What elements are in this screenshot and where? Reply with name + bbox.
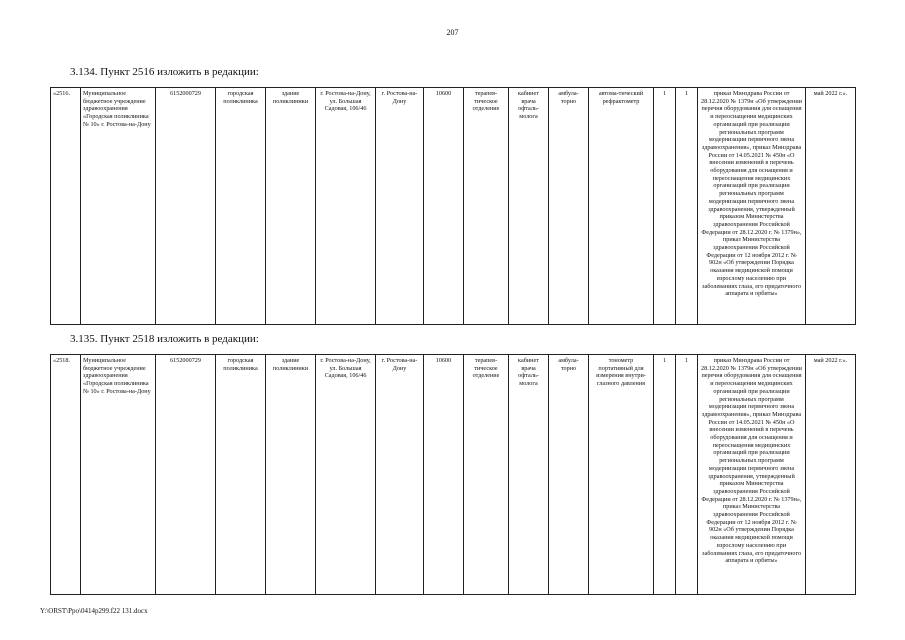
table-row — [51, 88, 856, 325]
cell-org-type: городская поликлиника — [216, 355, 266, 595]
section-heading-3-134: 3.134. Пункт 2516 изложить в редакции: — [70, 66, 259, 78]
cell-qty-fact: 1 — [676, 355, 698, 595]
cell-care-mode: амбула-торно — [549, 355, 589, 595]
cell-equipment: тонометр портативный для измерения внутри-глазного давления — [589, 355, 654, 595]
cell-qty-fact: 1 — [676, 88, 698, 325]
cell-department: терапев-тическое отделение — [464, 88, 509, 325]
cell-building: здание поликлиники — [266, 355, 316, 595]
cell-code: 10600 — [424, 88, 464, 325]
cell-code: 10600 — [424, 355, 464, 595]
cell-legal-basis: приказ Минздрава России от 28.12.2020 № 1379н «Об утверждении перечня оборудования для оснащения и переоснащения медицинских организаций при реализации региональных программ модернизации первичного звена здравоохранения», приказ Минздрава России от 14.05.2021 № 450н «О внесении изменений в перечень оборудования для оснащения и переоснащения медицинских организаций при реализации региональных программ модернизации первичного звена здравоохранения, утвержденный приказом Министерства здравоохранения Российской Федерации от 28.12.2020 г. № 1379н», приказ Министерства здравоохранения Российской Федерации от 12 ноября 2012 г. № 902н «Об утверждении Порядка оказания медицинской помощи взрослому населению при заболеваниях глаза, его придаточного аппарата и орбиты» — [698, 88, 806, 325]
cell-building: здание поликлиники — [266, 88, 316, 325]
cell-organization: Муниципальное бюджетное учреждение здравоохранения «Городская поликлиника № 10» г. Ростова-на-Дону — [81, 355, 156, 595]
cell-inn: 6152000729 — [156, 355, 216, 595]
document-footer-path: Y:\ORST\Ppo\0414p299.f22 131.docx — [40, 607, 148, 615]
cell-legal-basis: приказ Минздрава России от 28.12.2020 № 1379н «Об утверждении перечня оборудования для оснащения и переоснащения медицинских организаций при реализации региональных программ модернизации первичного звена здравоохранения», приказ Минздрава России от 14.05.2021 № 450н «О внесении изменений в перечень оборудования для оснащения и переоснащения медицинских организаций при реализации региональных программ модернизации первичного звена здравоохранения, утвержденный приказом Министерства здравоохранения Российской Федерации от 28.12.2020 г. № 1379н», приказ Министерства здравоохранения Российской Федерации от 12 ноября 2012 г. № 902н «Об утверждении Порядка оказания медицинской помощи взрослому населению при заболеваниях глаза, его придаточного аппарата и орбиты» — [698, 355, 806, 595]
cell-equipment: автома-тический рефрактометр — [589, 88, 654, 325]
cell-date: май 2022 г.». — [806, 88, 856, 325]
cell-item-number: «2518. — [51, 355, 81, 595]
cell-city: г. Ростова-на-Дону — [376, 88, 424, 325]
page-number: 207 — [446, 28, 459, 37]
table-item-2518 — [50, 354, 856, 595]
cell-org-type: городская поликлиника — [216, 88, 266, 325]
cell-qty-plan: 1 — [654, 355, 676, 595]
cell-city: г. Ростова-на-Дону — [376, 355, 424, 595]
cell-date: май 2022 г.». — [806, 355, 856, 595]
cell-cabinet: кабинет врача офталь-молога — [509, 355, 549, 595]
cell-organization: Муниципальное бюджетное учреждение здравоохранения «Городская поликлиника № 10» г. Ростова-на-Дону — [81, 88, 156, 325]
cell-department: терапев-тическое отделение — [464, 355, 509, 595]
cell-care-mode: амбула-торно — [549, 88, 589, 325]
table-item-2516 — [50, 87, 856, 325]
cell-address: г. Ростова-на-Дону, ул. Большая Садовая, 106/46 — [316, 355, 376, 595]
cell-cabinet: кабинет врача офталь-молога — [509, 88, 549, 325]
table-row — [51, 355, 856, 595]
cell-inn: 6152000729 — [156, 88, 216, 325]
cell-address: г. Ростова-на-Дону, ул. Большая Садовая, 106/46 — [316, 88, 376, 325]
cell-item-number: «2516. — [51, 88, 81, 325]
cell-qty-plan: 1 — [654, 88, 676, 325]
section-heading-3-135: 3.135. Пункт 2518 изложить в редакции: — [70, 333, 259, 345]
